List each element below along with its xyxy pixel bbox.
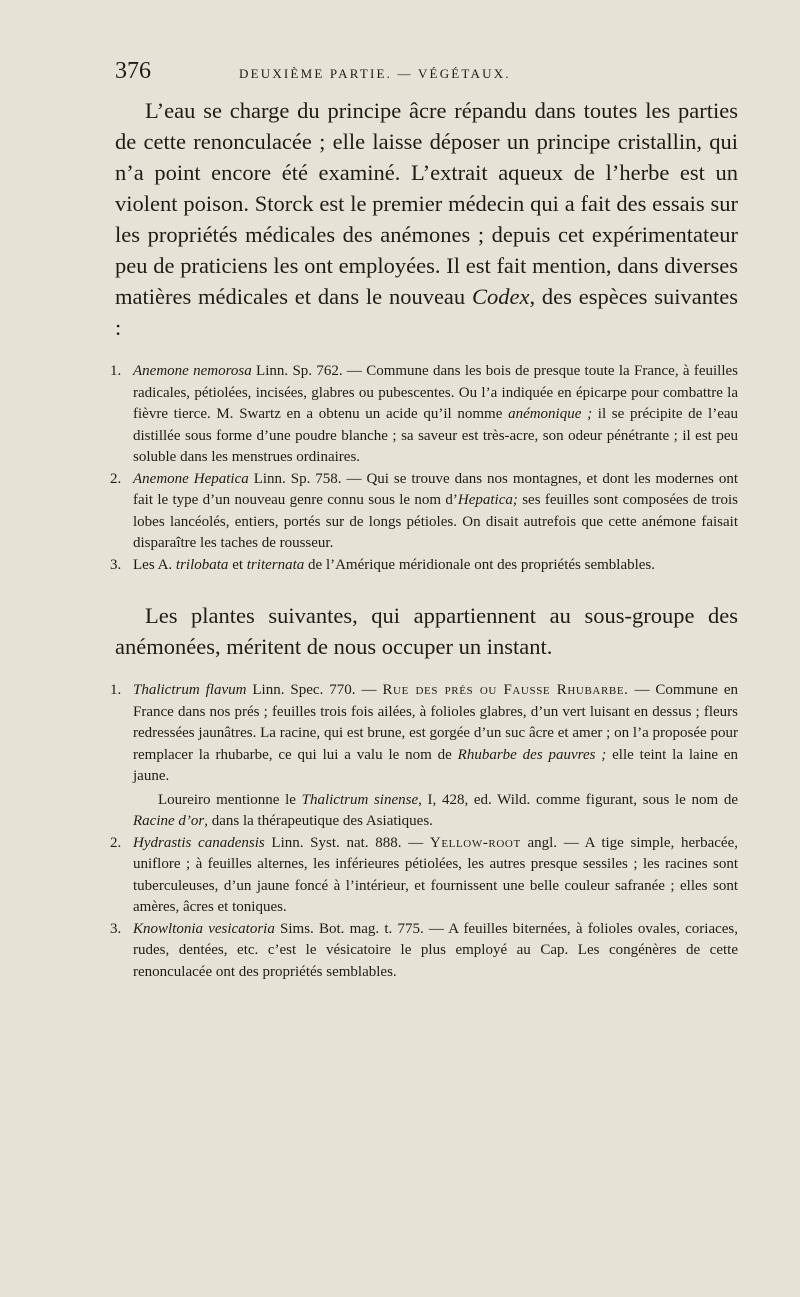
item-number: 1. — [110, 363, 122, 379]
plant-list — [110, 680, 739, 983]
item-text: ses feuilles sont composées de trois lobes lancéolés, entiers, portés sur de longs pétioles. On disait autrefois que cette anémone faisait disparaître les taches de rousseur. — [133, 492, 738, 551]
species-name: trilobata — [175, 556, 229, 573]
item-number: 2. — [110, 470, 122, 487]
species-name: Thalictrum flavum — [133, 682, 247, 698]
sub-paragraph — [133, 790, 738, 833]
intro-text: L’eau se charge du principe âcre répandu dans toutes les parties de cette renonculacée ; elle laisse déposer un principe cristallin, qui n’a point encore été examiné. L’extrait aqueux de l’herbe est un violent poison. Storck est le premier médecin qui a fait des essais sur les propriétés médicales des anémones ; depuis cet expérimentateur peu de praticiens les ont employées. Il est fait mention, dans diverses matières médicales et dans le nouveau — [115, 98, 738, 309]
item-number: 3. — [110, 920, 122, 937]
list-item — [110, 361, 739, 469]
list-item — [110, 680, 738, 833]
item-text: Les A. — [133, 556, 176, 573]
page-number: 376 — [115, 58, 151, 84]
item-text: et — [228, 556, 247, 573]
item-text: Sims. Bot. mag. t. 775. — A feuilles biternées, à folioles ovales, coriaces, rudes, dentées, etc. c’est le vésicatoire le plus employé au Cap. Les congénères de cette renonculacée ont des propriétés semblables. — [133, 920, 739, 980]
item-text: Linn. Spec. 770. — — [246, 682, 383, 698]
species-name: Thalictrum sinense — [301, 791, 419, 808]
running-head: DEUXIÈME PARTIE. — VÉGÉTAUX. — [239, 66, 511, 81]
item-text: Linn. Sp. 762. — Commune dans les bois de presque toute la France, à feuilles radicales, pétiolées, incisées, glabres ou pubescentes. Ou l’a indiquée en épicarpe pour combattre la fièvre tierce. M. Swartz en a obtenu un acide qu’il nomme — [133, 363, 738, 422]
list-item — [110, 555, 738, 577]
item-text: Loureiro mentionne le — [158, 791, 302, 808]
item-number: 1. — [110, 682, 122, 698]
species-name: Hydrastis canadensis — [133, 834, 265, 851]
item-text: angl. — A tige simple, herbacée, uniflore ; à feuilles alternes, les inférieures pétiolées, les autres presque sessiles ; les racines sont tuberculeuses, d’un jaune foncé à l’intérieur, et fournissent une belle couleur safranée ; elles sont amères, âcres et toniques. — [133, 834, 738, 915]
italic-term: anémonique ; — [508, 406, 593, 422]
item-text: Linn. Sp. 758. — Qui se trouve dans nos montagnes, et dont les modernes ont fait le type d’un nouveau genre connu sous le nom d’ — [133, 470, 738, 508]
item-text: elle teint la laine en jaune. — [133, 746, 738, 784]
list-item — [110, 919, 739, 984]
list-item — [110, 469, 738, 555]
italic-term: Racine d’or — [133, 813, 205, 829]
item-text: , dans la thérapeutique des Asiatiques. — [204, 813, 433, 829]
italic-term: Hepatica; — [457, 492, 518, 508]
page-header — [115, 58, 738, 85]
item-text: il se précipite de l’eau distillée sous forme d’une poudre blanche ; sa saveur est très-acre, son odeur pénétrante ; il est peu soluble dans les menstrues ordinaires. — [133, 406, 739, 465]
intro-paragraph — [115, 95, 738, 343]
species-name: Anemone nemorosa — [133, 363, 252, 379]
species-name: Knowltonia vesicatoria — [133, 920, 275, 937]
anemone-list — [110, 361, 739, 576]
common-name: Rue des prés ou Fausse Rhubarbe. — [382, 682, 629, 698]
item-text: , I, 428, ed. Wild. comme figurant, sous le nom de — [418, 791, 738, 808]
item-number: 2. — [110, 834, 122, 851]
item-text: de l’Amérique méridionale ont des propriétés semblables. — [304, 556, 656, 573]
italic-term: Rhubarbe des pauvres ; — [457, 746, 607, 763]
list-item — [110, 833, 738, 919]
second-paragraph: Les plantes suivantes, qui appartiennent au sous-groupe des anémonées, méritent de nous occuper un instant. — [115, 603, 738, 659]
item-text: Linn. Syst. nat. 888. — — [264, 834, 430, 851]
item-text: — Commune en France dans nos prés ; feuilles trois fois ailées, à folioles glabres, d’un vert luisant en dessus ; fleurs redressées jaunâtres. La racine, qui est brune, est gorgée d’un suc âcre et amer ; on l’a proposée pour remplacer la rhubarbe, ce qui lui a valu le nom de — [133, 682, 738, 763]
intro-text-end: , des espèces suivantes : — [115, 284, 738, 340]
common-name: Yellow-root — [429, 834, 521, 851]
codex-title: Codex — [472, 284, 530, 309]
species-name: triternata — [246, 556, 305, 573]
item-number: 3. — [110, 556, 122, 573]
species-name: Anemone Hepatica — [133, 470, 249, 487]
